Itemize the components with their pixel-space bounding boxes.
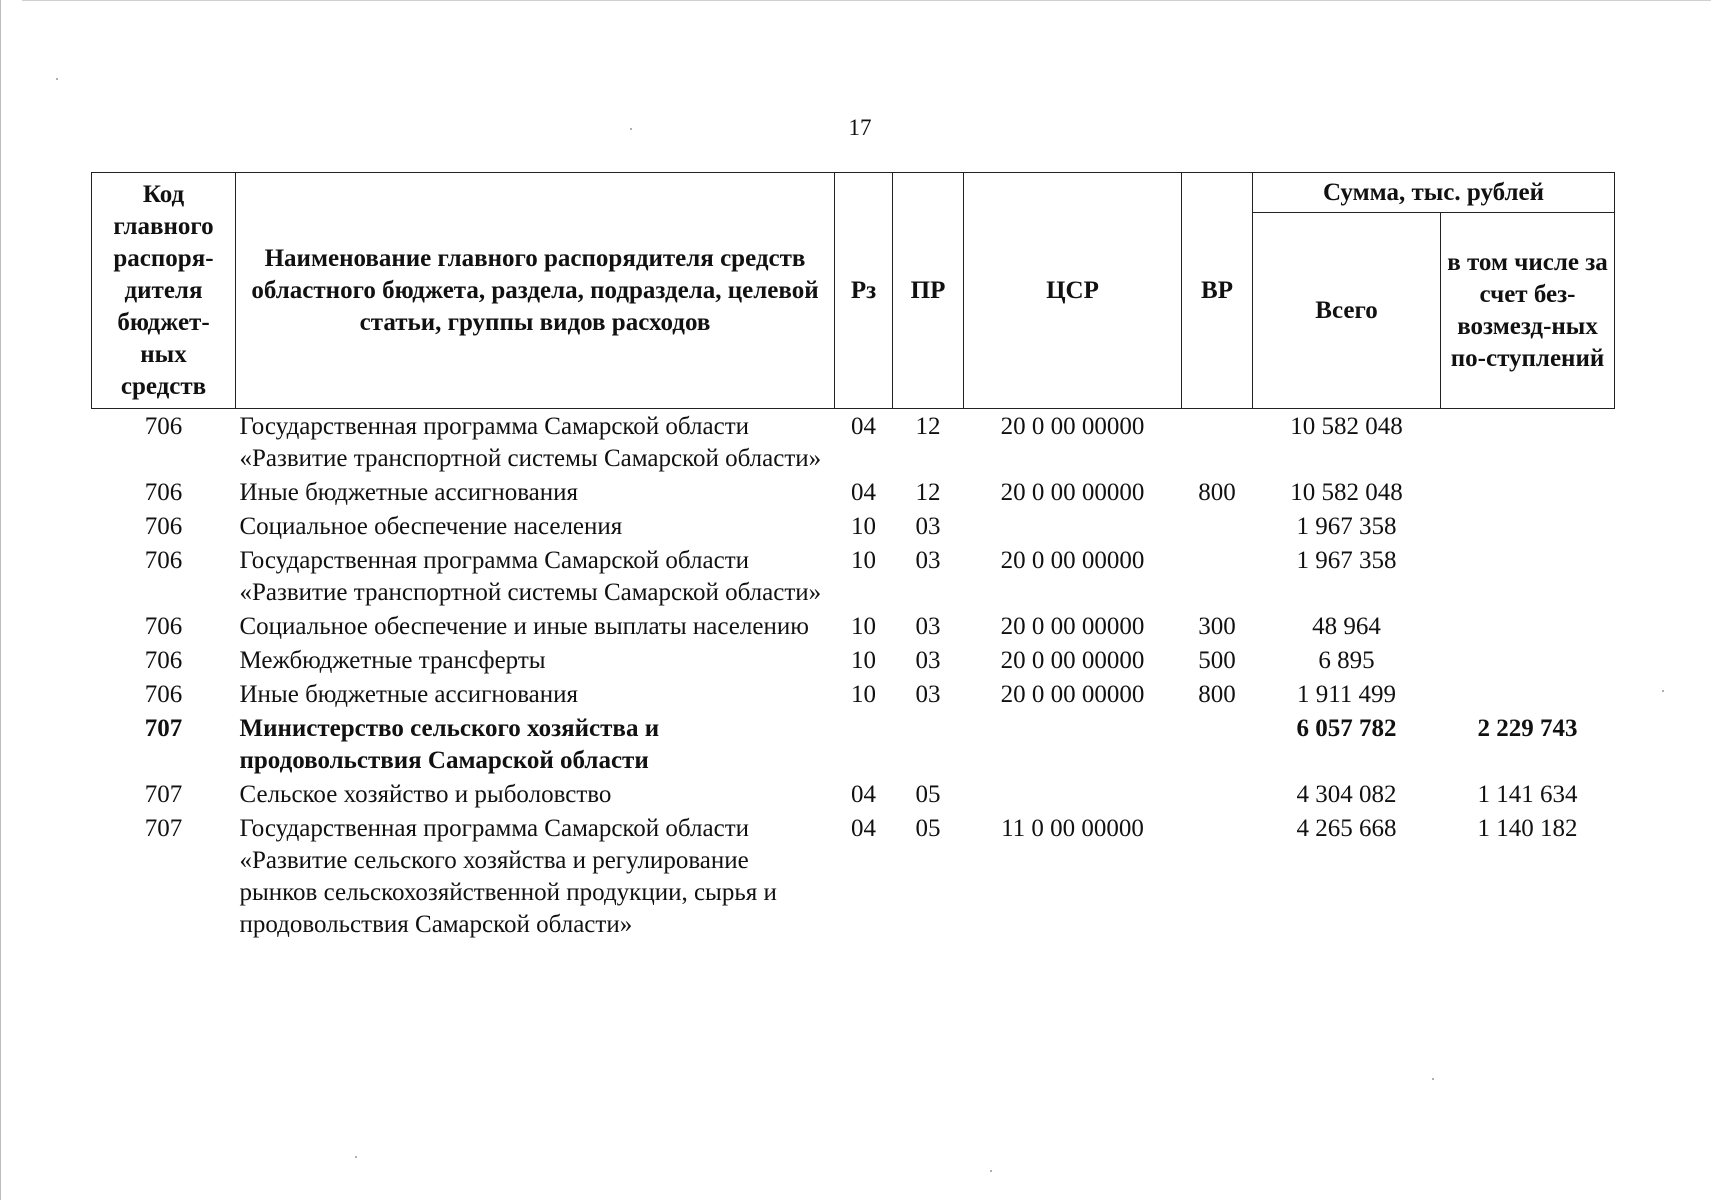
scan-top-edge (22, 0, 1711, 1)
cell-grant: 1 141 634 (1477, 781, 1578, 808)
cell-pr: 03 (915, 547, 941, 574)
table-row (92, 712, 1615, 778)
cell-pr: 03 (915, 647, 941, 674)
cell-total: 10 582 048 (1290, 479, 1403, 506)
cell-grant (1441, 510, 1615, 544)
header-grant: в том числе за счет без-возмезд-ных по-ступлений (1441, 213, 1615, 409)
cell-vr: 800 (1198, 681, 1236, 708)
header-name: Наименование главного распорядителя средств областного бюджета, раздела, подраздела, целевой статьи, группы видов расходов (236, 173, 835, 409)
cell-code: 706 (144, 479, 183, 506)
cell-grant: 1 140 182 (1477, 815, 1578, 842)
cell-pr: 05 (915, 781, 941, 808)
cell-csr: 20 0 00 00000 (1000, 681, 1145, 708)
cell-grant (1441, 678, 1615, 712)
scan-speck (56, 78, 58, 80)
header-pr: ПР (893, 173, 964, 409)
cell-pr: 03 (915, 681, 941, 708)
table-body (92, 409, 1615, 943)
cell-total: 1 967 358 (1296, 513, 1397, 540)
cell-code: 707 (144, 815, 183, 842)
cell-name: Иные бюджетные ассигнования (239, 681, 579, 708)
cell-grant (1441, 610, 1615, 644)
scan-left-edge (0, 0, 1, 1200)
header-code: Код главного распоря-дителя бюджет-ных средств (92, 173, 236, 409)
cell-code: 706 (144, 613, 183, 640)
cell-total: 48 964 (1312, 613, 1381, 640)
cell-name: Сельское хозяйство и рыболовство (239, 781, 612, 808)
table-row (92, 678, 1615, 712)
cell-csr: 11 0 00 00000 (1001, 815, 1144, 842)
cell-code: 706 (144, 513, 183, 540)
cell-vr (1182, 544, 1253, 610)
cell-rz: 04 (851, 413, 876, 440)
cell-csr: 20 0 00 00000 (1000, 647, 1145, 674)
table-row (92, 778, 1615, 812)
cell-rz: 10 (851, 681, 876, 708)
cell-name: Государственная программа Самарской области «Развитие транспортной системы Самарской области» (239, 413, 822, 472)
cell-name: Межбюджетные трансферты (239, 647, 546, 674)
table-row (92, 409, 1615, 477)
cell-rz: 04 (851, 479, 876, 506)
cell-code: 706 (144, 647, 183, 674)
cell-rz: 04 (851, 815, 876, 842)
table-row (92, 476, 1615, 510)
budget-table (91, 172, 1615, 942)
scan-speck (630, 128, 632, 130)
cell-csr: 20 0 00 00000 (1000, 613, 1145, 640)
cell-pr: 12 (915, 413, 941, 440)
cell-grant (1441, 409, 1615, 477)
cell-code: 707 (144, 781, 183, 808)
cell-total: 1 967 358 (1296, 547, 1397, 574)
cell-rz: 04 (851, 781, 876, 808)
cell-pr: 03 (915, 613, 941, 640)
header-csr: ЦСР (964, 173, 1182, 409)
cell-vr (1182, 409, 1253, 477)
cell-vr (1182, 510, 1253, 544)
header-sum-group: Сумма, тыс. рублей (1253, 173, 1615, 213)
cell-vr (1182, 812, 1253, 942)
cell-total: 4 304 082 (1296, 781, 1397, 808)
cell-pr: 03 (915, 513, 941, 540)
cell-rz: 10 (851, 513, 876, 540)
cell-vr (1182, 712, 1253, 778)
cell-grant (1441, 544, 1615, 610)
cell-vr: 800 (1198, 479, 1236, 506)
scan-speck (1432, 1078, 1434, 1080)
table-header (92, 173, 1615, 409)
page-number: 17 (848, 115, 872, 140)
header-rz: Рз (835, 173, 893, 409)
cell-code: 706 (144, 547, 183, 574)
cell-name: Государственная программа Самарской области «Развитие сельского хозяйства и регулирование рынков сельскохозяйственной продукции, сырья и продовольствия Самарской области» (239, 815, 777, 938)
cell-total: 6 895 (1318, 647, 1375, 674)
table-row (92, 610, 1615, 644)
cell-grant: 2 229 743 (1477, 715, 1578, 742)
cell-name: Министерство сельского хозяйства и продовольствия Самарской области (239, 715, 660, 774)
cell-code: 706 (144, 413, 183, 440)
table-row (92, 510, 1615, 544)
cell-name: Иные бюджетные ассигнования (239, 479, 579, 506)
cell-name: Социальное обеспечение населения (239, 513, 623, 540)
table-row (92, 812, 1615, 942)
scan-speck (1662, 690, 1664, 692)
header-total: Всего (1253, 213, 1441, 409)
table-row (92, 644, 1615, 678)
cell-grant (1441, 644, 1615, 678)
cell-total: 4 265 668 (1296, 815, 1397, 842)
cell-pr: 05 (915, 815, 941, 842)
table-row (92, 544, 1615, 610)
header-vr: ВР (1182, 173, 1253, 409)
cell-csr (964, 778, 1182, 812)
cell-rz: 10 (851, 547, 876, 574)
cell-csr: 20 0 00 00000 (1000, 547, 1145, 574)
scan-speck (990, 1170, 992, 1172)
cell-csr: 20 0 00 00000 (1000, 413, 1145, 440)
cell-csr (964, 510, 1182, 544)
cell-vr: 500 (1198, 647, 1236, 674)
cell-csr: 20 0 00 00000 (1000, 479, 1145, 506)
cell-grant (1441, 476, 1615, 510)
cell-csr (964, 712, 1182, 778)
cell-rz (835, 712, 893, 778)
cell-total: 1 911 499 (1296, 681, 1397, 708)
cell-vr: 300 (1198, 613, 1236, 640)
cell-rz: 10 (851, 647, 876, 674)
cell-code: 706 (144, 681, 183, 708)
cell-name: Государственная программа Самарской области «Развитие транспортной системы Самарской области» (239, 547, 822, 606)
cell-total: 6 057 782 (1296, 715, 1397, 742)
cell-total: 10 582 048 (1290, 413, 1403, 440)
cell-pr (893, 712, 964, 778)
cell-vr (1182, 778, 1253, 812)
cell-code: 707 (144, 715, 183, 742)
scan-speck (355, 1156, 357, 1158)
cell-pr: 12 (915, 479, 941, 506)
cell-name: Социальное обеспечение и иные выплаты населению (239, 613, 809, 640)
cell-rz: 10 (851, 613, 876, 640)
